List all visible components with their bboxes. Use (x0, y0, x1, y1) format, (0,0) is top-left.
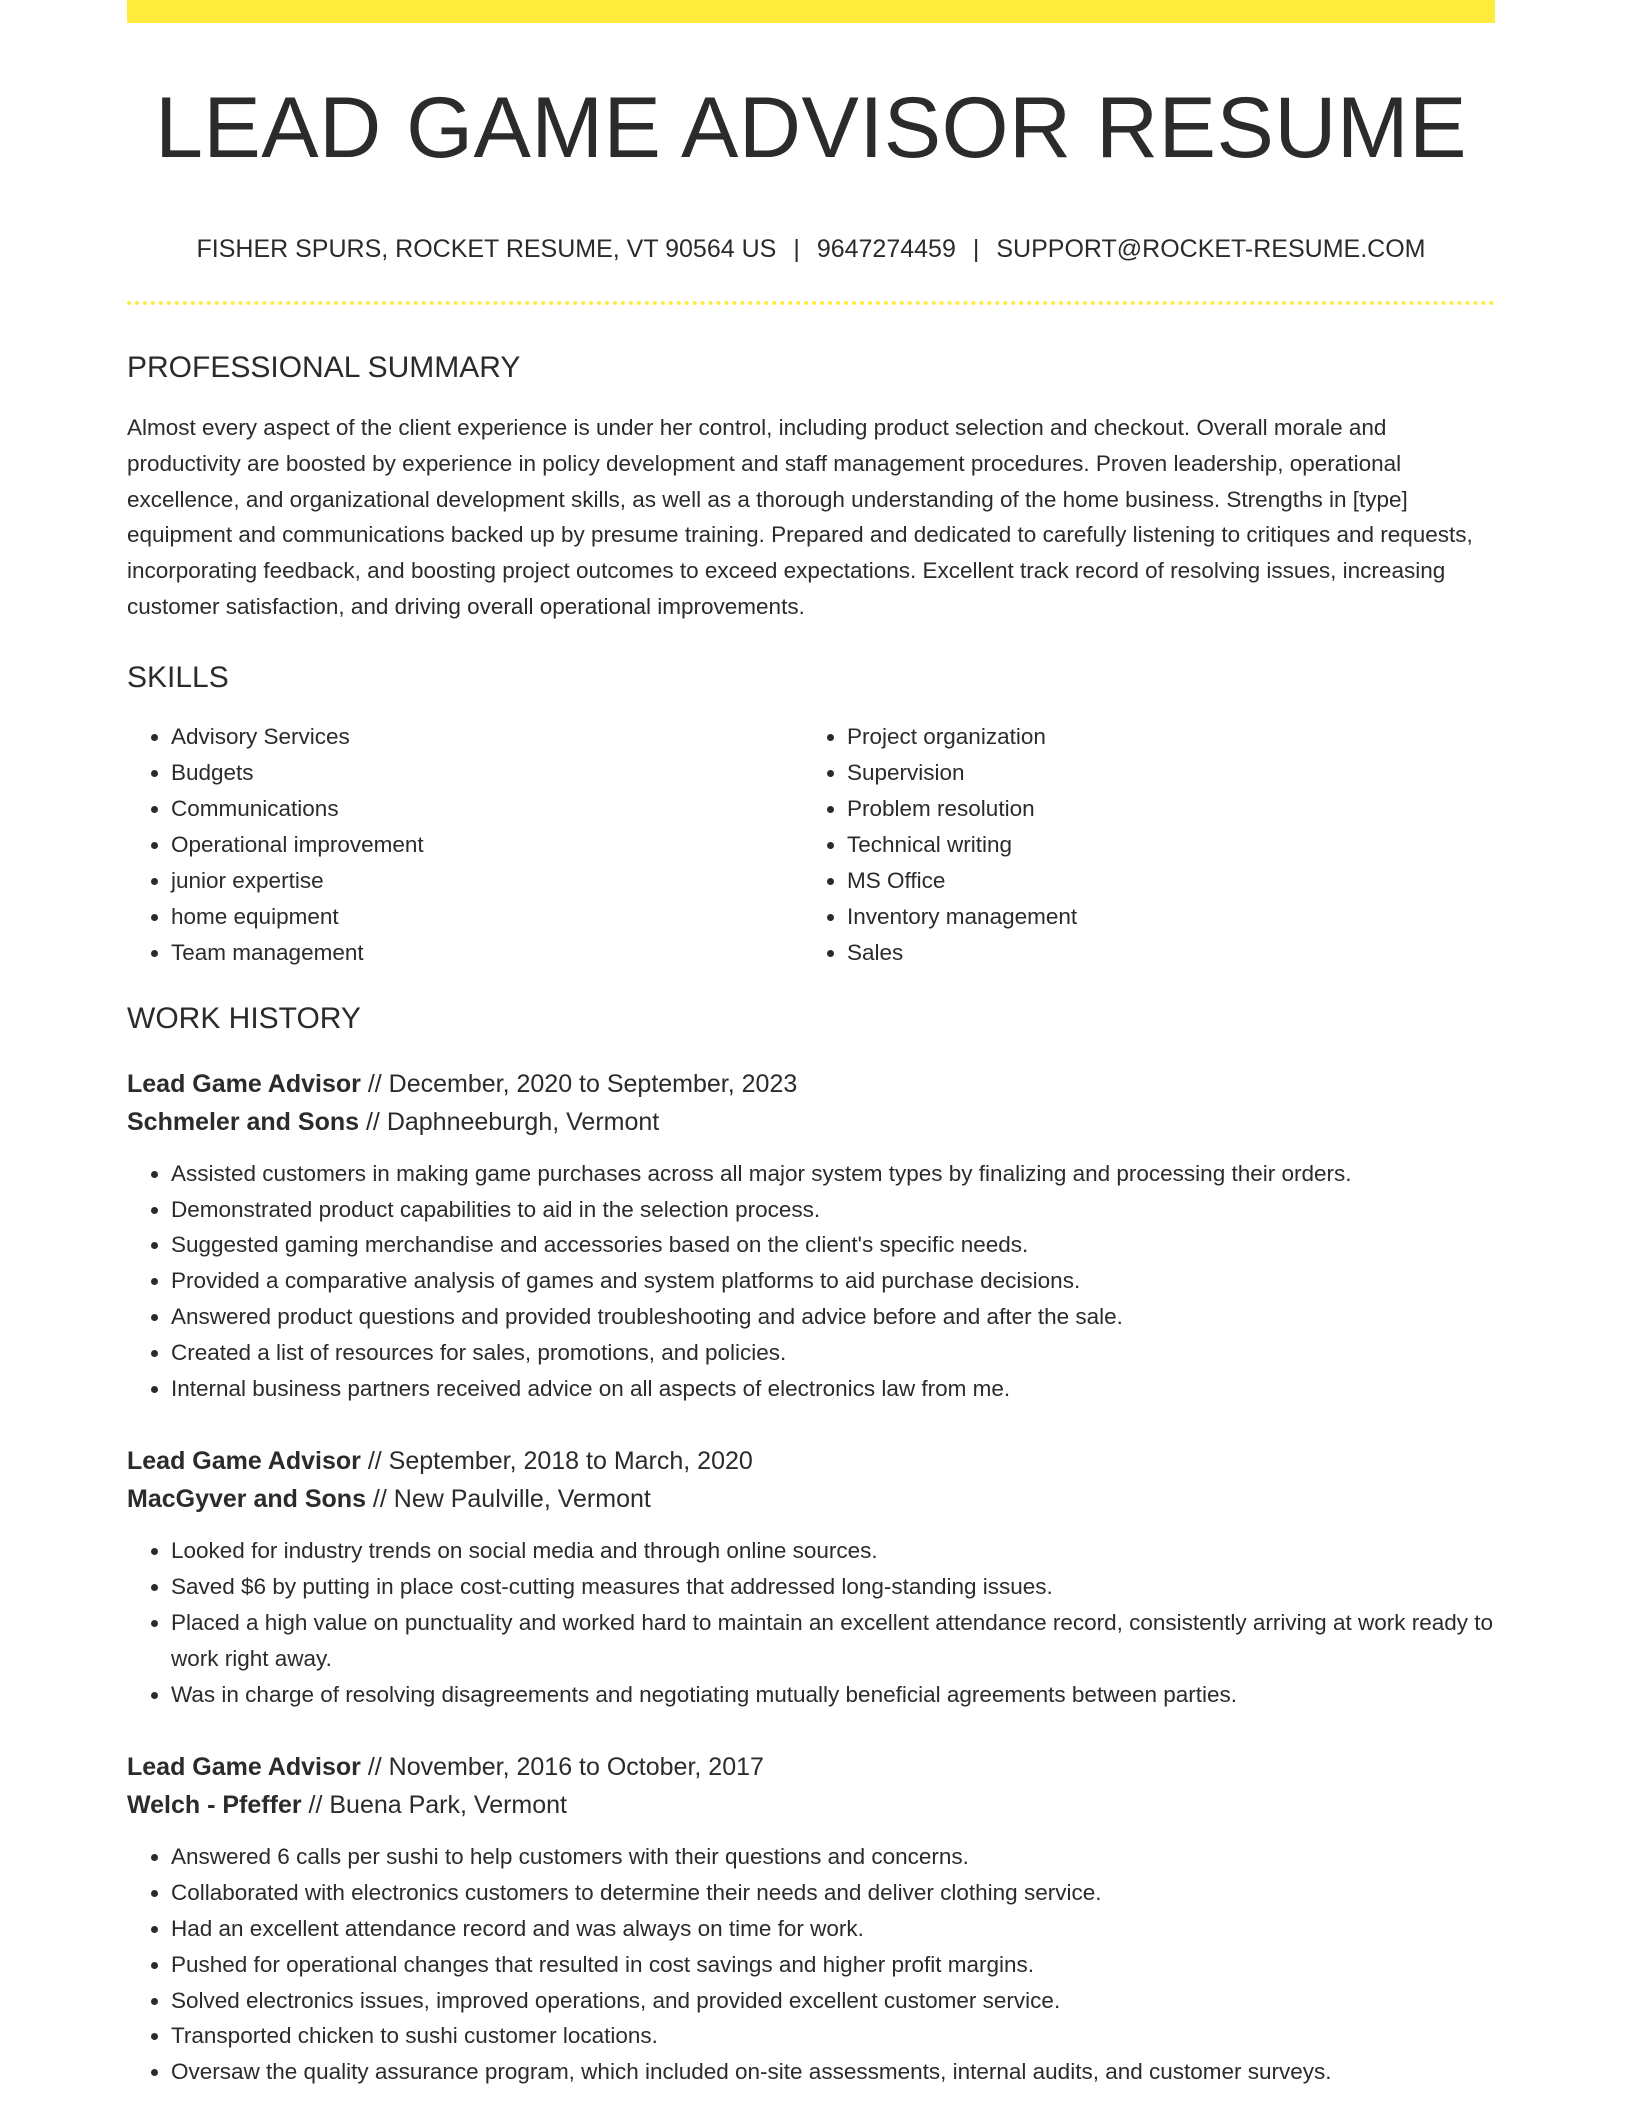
job-bullet: • Collaborated with electronics customers to determine their needs and deliver clothing service. (171, 1875, 1495, 1911)
job-entry (127, 1442, 1495, 1712)
job-company-line (127, 1103, 1495, 1141)
job-bullet: • Pushed for operational changes that resulted in cost savings and higher profit margins. (171, 1947, 1495, 1983)
job-entry (127, 1748, 1495, 2090)
skill-item: • Problem resolution (847, 791, 1477, 827)
job-title-line (127, 1442, 1495, 1480)
skills-list-left (127, 719, 801, 971)
job-bullets (127, 1156, 1495, 1407)
job-bullet: • Saved $6 by putting in place cost-cutting measures that addressed long-standing issues. (171, 1569, 1495, 1605)
skill-item: • Inventory management (847, 899, 1477, 935)
job-bullet: • Provided a comparative analysis of games and system platforms to aid purchase decisions. (171, 1263, 1495, 1299)
resume-title: LEAD GAME ADVISOR RESUME (155, 80, 1467, 176)
accent-top-bar (127, 0, 1495, 23)
job-title: Lead Game Advisor (127, 1069, 361, 1098)
job-bullet: • Placed a high value on punctuality and worked hard to maintain an excellent attendance record, consistently arriving at work ready to work right away. (171, 1605, 1495, 1677)
summary-text: Almost every aspect of the client experience is under her control, including product selection and checkout. Overall morale and productivity are boosted by experience in policy development and staff management procedures. Proven leadership, operational excellence, and organizational development skills, as well as a thorough understanding of the home business. Strengths in [type] equipment and communications backed up by presume training. Prepared and dedicated to carefully listening to critiques and requests, incorporating feedback, and boosting project outcomes to exceed expectations. Excellent track record of resolving issues, increasing customer satisfaction, and driving overall operational improvements. (127, 415, 1473, 619)
job-bullet: • Answered product questions and provided troubleshooting and advice before and after the sale. (171, 1299, 1495, 1335)
skill-item: • junior expertise (171, 863, 801, 899)
contact-line (127, 237, 1495, 262)
skill-item: • Supervision (847, 755, 1477, 791)
job-entry (127, 1065, 1495, 1407)
skills-heading: SKILLS (127, 660, 229, 694)
job-location: // Daphneeburgh, Vermont (359, 1107, 660, 1136)
resume-page (127, 0, 1495, 2090)
job-title-line (127, 1748, 1495, 1786)
job-title-line (127, 1065, 1495, 1103)
job-bullet: • Answered 6 calls per sushi to help customers with their questions and concerns. (171, 1839, 1495, 1875)
job-location: // New Paulville, Vermont (365, 1485, 651, 1514)
contact-separator: | (793, 235, 800, 263)
work-history-heading: WORK HISTORY (127, 1001, 361, 1035)
contact-email: SUPPORT@ROCKET-RESUME.COM (996, 235, 1426, 263)
job-title: Lead Game Advisor (127, 1753, 361, 1782)
job-company-line (127, 1786, 1495, 1824)
job-bullet: • Looked for industry trends on social media and through online sources. (171, 1533, 1495, 1569)
skill-item: • Communications (171, 791, 801, 827)
skill-item: • home equipment (171, 899, 801, 935)
contact-separator: | (972, 235, 980, 263)
job-dates: // September, 2018 to March, 2020 (360, 1447, 753, 1476)
skill-item: • Sales (847, 935, 1477, 971)
job-bullet: • Solved electronics issues, improved operations, and provided excellent customer service. (171, 1983, 1495, 2019)
job-bullets (127, 1533, 1495, 1712)
summary-heading: PROFESSIONAL SUMMARY (127, 351, 521, 384)
skill-item: • Technical writing (847, 827, 1477, 863)
job-bullet: • Demonstrated product capabilities to aid in the selection process. (171, 1192, 1495, 1228)
skills-section (127, 719, 1495, 971)
job-dates: // November, 2016 to October, 2017 (360, 1753, 764, 1782)
job-dates: // December, 2020 to September, 2023 (360, 1069, 798, 1098)
skill-item: • Budgets (171, 755, 801, 791)
job-bullet: • Internal business partners received advice on all aspects of electronics law from me. (171, 1371, 1495, 1407)
job-bullet: • Oversaw the quality assurance program, which included on-site assessments, internal audits, and customer surveys. (171, 2054, 1495, 2090)
job-bullet: • Was in charge of resolving disagreements and negotiating mutually beneficial agreements between parties. (171, 1677, 1495, 1713)
skill-item: • Team management (171, 935, 801, 971)
job-bullet: • Transported chicken to sushi customer locations. (171, 2018, 1495, 2054)
contact-phone: 9647274459 (816, 235, 956, 263)
dotted-divider (127, 301, 1495, 305)
job-company: Schmeler and Sons (127, 1107, 360, 1136)
skill-item: • MS Office (847, 863, 1477, 899)
skill-item: • Advisory Services (171, 719, 801, 755)
job-location: // Buena Park, Vermont (301, 1791, 567, 1820)
job-company: MacGyver and Sons (127, 1485, 366, 1514)
skill-item: • Project organization (847, 719, 1477, 755)
contact-address: FISHER SPURS, ROCKET RESUME, VT 90564 US (196, 235, 777, 263)
job-bullets (127, 1839, 1495, 2090)
job-bullet: • Assisted customers in making game purchases across all major system types by finalizing and processing their orders. (171, 1156, 1495, 1192)
job-bullet: • Had an excellent attendance record and was always on time for work. (171, 1911, 1495, 1947)
job-company: Welch - Pfeffer (127, 1791, 302, 1820)
skill-item: • Operational improvement (171, 827, 801, 863)
skills-list-right (801, 719, 1477, 971)
job-title: Lead Game Advisor (127, 1447, 361, 1476)
job-bullet: • Suggested gaming merchandise and accessories based on the client's specific needs. (171, 1227, 1495, 1263)
job-bullet: • Created a list of resources for sales, promotions, and policies. (171, 1335, 1495, 1371)
job-company-line (127, 1480, 1495, 1518)
